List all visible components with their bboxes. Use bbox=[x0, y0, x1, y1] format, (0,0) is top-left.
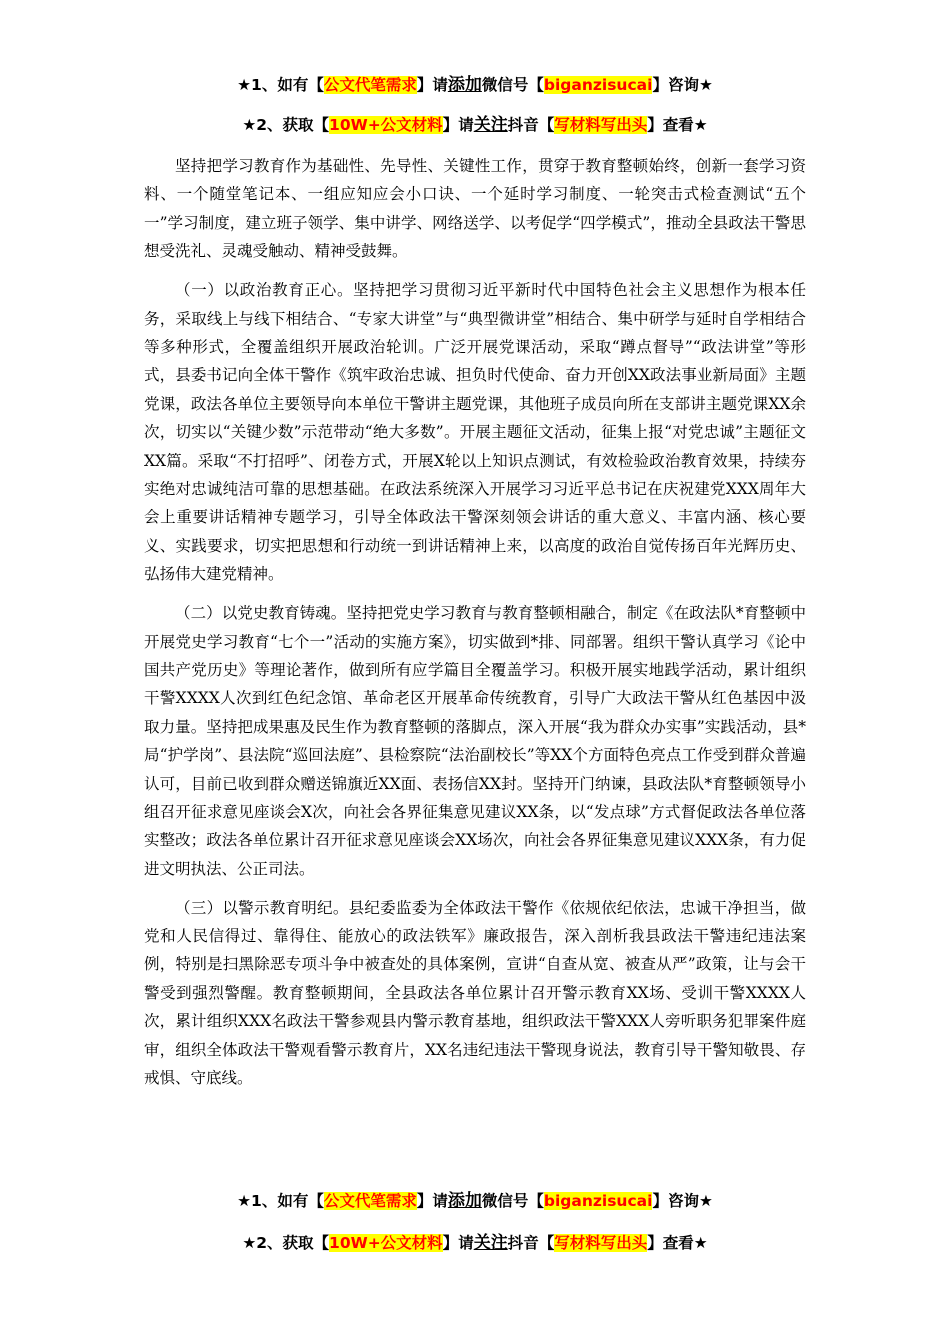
banner-text: 】查看★ bbox=[647, 116, 708, 134]
banner-text: 】查看★ bbox=[647, 1234, 708, 1252]
banner-emphasis: 添加 bbox=[447, 75, 482, 95]
banner-bottom-line-1 bbox=[0, 1186, 950, 1211]
banner-highlight: 写材料写出头 bbox=[554, 116, 648, 134]
banner-text: 】咨询★ bbox=[652, 1192, 713, 1210]
banner-text: 】请 bbox=[416, 76, 448, 94]
banner-highlight: 10W+公文材料 bbox=[329, 116, 443, 134]
banner-text: ★2、获取【 bbox=[242, 1234, 330, 1252]
paragraph-intro: 坚持把学习教育作为基础性、先导性、关键性工作，贯穿于教育整顿始终，创新一套学习资料、一个随堂笔记本、一组应知应会小口诀、一个延时学习制度、一轮突击式检查测试“五个一”学习制度，建立班子领学、集中讲学、网络送学、以考促学“四学模式”，推动全县政法干警思想受洗礼、灵魂受触动、精神受鼓舞。 bbox=[144, 157, 806, 261]
banner-highlight: 10W+公文材料 bbox=[329, 1234, 443, 1252]
banner-bottom-line-2 bbox=[0, 1228, 950, 1253]
banner-text: 微信号【 bbox=[481, 1192, 544, 1210]
banner-emphasis: 添加 bbox=[447, 1191, 482, 1211]
banner-highlight: 公文代笔需求 bbox=[323, 76, 417, 94]
banner-highlight: 公文代笔需求 bbox=[323, 1192, 417, 1210]
banner-text: 】咨询★ bbox=[652, 76, 713, 94]
banner-highlight: biganzisucai bbox=[543, 76, 653, 94]
banner-text: 】请 bbox=[442, 1234, 474, 1252]
banner-highlight: 写材料写出头 bbox=[554, 1234, 648, 1252]
banner-text: ★2、获取【 bbox=[242, 116, 330, 134]
banner-emphasis: 关注 bbox=[473, 1233, 508, 1253]
banner-text: 】请 bbox=[442, 116, 474, 134]
banner-top-line-2 bbox=[0, 110, 950, 135]
banner-text: 抖音【 bbox=[507, 1234, 555, 1252]
document-body bbox=[144, 152, 806, 1093]
banner-top-line-1 bbox=[0, 70, 950, 95]
banner-text: 抖音【 bbox=[507, 116, 555, 134]
paragraph-party-history-education: （二）以党史教育铸魂。坚持把党史学习教育与教育整顿相融合，制定《在政法队*育整顿中开展党史学习教育“七个一”活动的实施方案》，切实做到*排、同部署。组织干警认真学习《论中国共产党历史》等理论著作，做到所有应学篇目全覆盖学习。积极开展实地践学活动，累计组织干警XXXX人次到红色纪念馆、革命老区开展革命传统教育，引导广大政法干警从红色基因中汲取力量。坚持把成果惠及民生作为教育整顿的落脚点，深入开展“我为群众办实事”实践活动，县*局“护学岗”、县法院“巡回法庭”、县检察院“法治副校长”等XX个方面特色亮点工作受到群众普遍认可，目前已收到群众赠送锦旗近XX面、表扬信XX封。坚持开门纳谏，县政法队*育整顿领导小组召开征求意见座谈会X次，向社会各界征集意见建议XX条，以“发点球”方式督促政法各单位落实整改；政法各单位累计召开征求意见座谈会XX场次，向社会各界征集意见建议XXX条，有力促进文明执法、公正司法。 bbox=[144, 604, 806, 878]
banner-text: ★1、如有【 bbox=[237, 76, 324, 94]
banner-text: 】请 bbox=[416, 1192, 448, 1210]
paragraph-warning-education: （三）以警示教育明纪。县纪委监委为全体政法干警作《依规依纪依法，忠诚干净担当，做党和人民信得过、靠得住、能放心的政法铁军》廉政报告，深入剖析我县政法干警违纪违法案例，特别是扫黑除恶专项斗争中被查处的具体案例，宣讲“自查从宽、被查从严”政策，让与会干警受到强烈警醒。教育整顿期间，全县政法各单位累计召开警示教育XX场、受训干警XXXX人次，累计组织XXX名政法干警参观县内警示教育基地，组织政法干警XXX人旁听职务犯罪案件庭审，组织全体政法干警观看警示教育片，XX名违纪违法干警现身说法，教育引导干警知敬畏、存戒惧、守底线。 bbox=[144, 898, 806, 1088]
paragraph-political-education: （一）以政治教育正心。坚持把学习贯彻习近平新时代中国特色社会主义思想作为根本任务，采取线上与线下相结合、“专家大讲堂”与“典型微讲堂”相结合、集中研学与延时自学相结合等多种形式，全覆盖组织开展政治轮训。广泛开展党课活动，采取“蹲点督导”“政法讲堂”等形式，县委书记向全体干警作《筑牢政治忠诚、担负时代使命、奋力开创XX政法事业新局面》主题党课，政法各单位主要领导向本单位干警讲主题党课，其他班子成员向所在支部讲主题党课XX余次，切实以“关键少数”示范带动“绝大多数”。开展主题征文活动，征集上报“对党忠诚”主题征文XX篇。采取“不打招呼”、闭卷方式，开展X轮以上知识点测试，有效检验政治教育效果，持续夯实绝对忠诚纯洁可靠的思想基础。在政法系统深入开展学习习近平总书记在庆祝建党XXX周年大会上重要讲话精神专题学习，引导全体政法干警深刻领会讲话的重大意义、丰富内涵、核心要义、实践要求，切实把思想和行动统一到讲话精神上来，以高度的政治自觉传扬百年光辉历史、弘扬伟大建党精神。 bbox=[144, 281, 806, 584]
banner-emphasis: 关注 bbox=[473, 115, 508, 135]
banner-text: 微信号【 bbox=[481, 76, 544, 94]
banner-text: ★1、如有【 bbox=[237, 1192, 324, 1210]
banner-highlight: biganzisucai bbox=[543, 1192, 653, 1210]
